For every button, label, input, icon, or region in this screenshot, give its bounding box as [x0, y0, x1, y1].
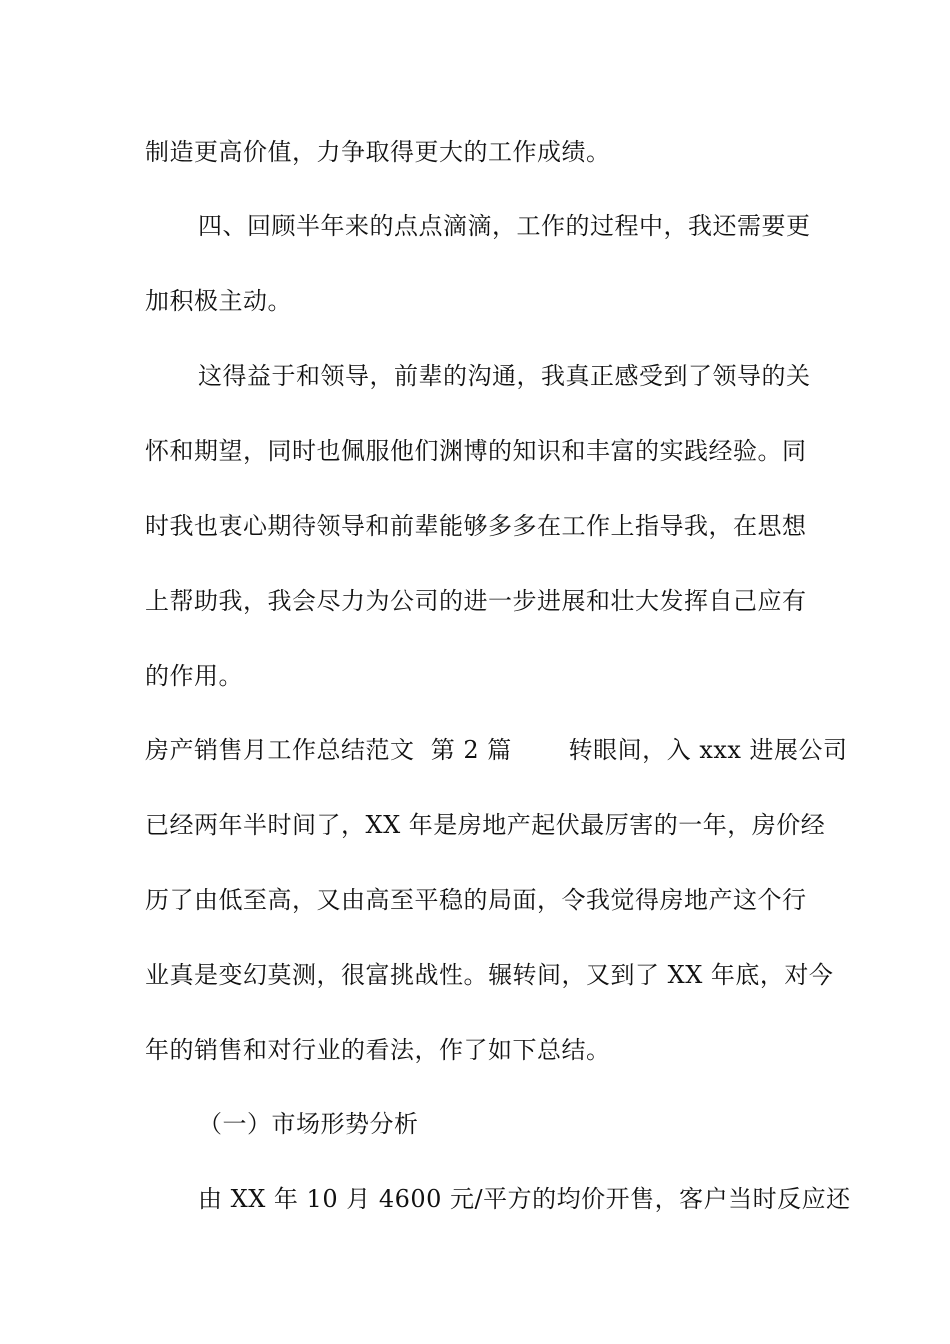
paragraph-line: 已经两年半时间了，XX 年是房地产起伏最厉害的一年，房价经 [145, 811, 826, 839]
paragraph-line: 怀和期望，同时也佩服他们渊博的知识和丰富的实践经验。同 [145, 437, 807, 465]
paragraph-line: 业真是变幻莫测，很富挑战性。辗转间，又到了 XX 年底，对今 [145, 961, 834, 989]
paragraph-line: 由 XX 年 10 月 4600 元/平方的均价开售，客户当时反应还 [198, 1185, 851, 1213]
section-heading-line: 房产销售月工作总结范文 第 2 篇 转眼间，入 xxx 进展公司 [145, 736, 848, 764]
paragraph-line: 这得益于和领导，前辈的沟通，我真正感受到了领导的关 [198, 362, 811, 390]
paragraph-line: 的作用。 [145, 662, 243, 690]
paragraph-line: 加积极主动。 [145, 287, 292, 315]
paragraph-line: 制造更高价值，力争取得更大的工作成绩。 [145, 138, 611, 166]
paragraph-line: 时我也衷心期待领导和前辈能够多多在工作上指导我，在思想 [145, 512, 807, 540]
paragraph-line: 四、回顾半年来的点点滴滴，工作的过程中，我还需要更 [198, 212, 811, 240]
paragraph-line: 上帮助我，我会尽力为公司的进一步进展和壮大发挥自己应有 [145, 587, 807, 615]
subheading-line: （一）市场形势分析 [198, 1110, 419, 1138]
paragraph-line: 历了由低至高，又由高至平稳的局面，令我觉得房地产这个行 [145, 886, 807, 914]
paragraph-line: 年的销售和对行业的看法，作了如下总结。 [145, 1036, 611, 1064]
